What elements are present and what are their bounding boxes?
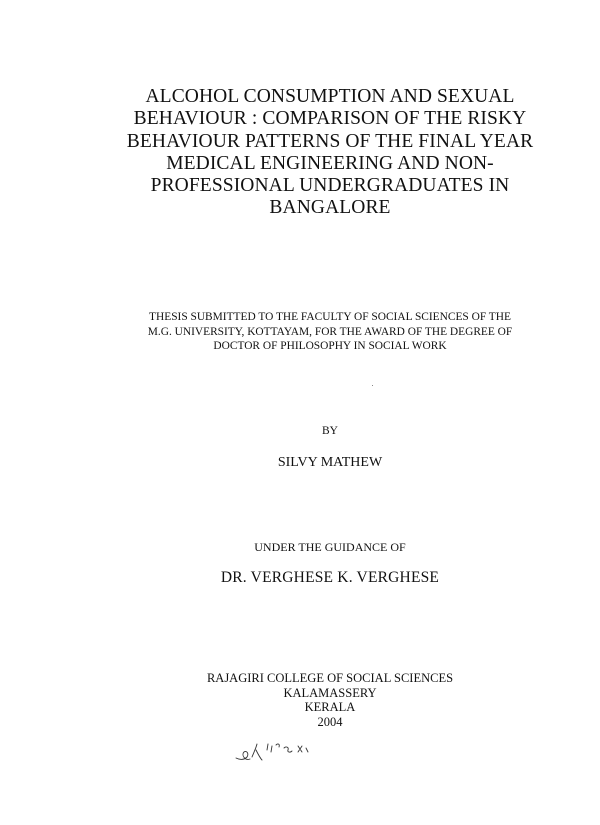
institution-line: 2004	[317, 714, 343, 729]
submission-statement	[90, 310, 570, 354]
title-line: BEHAVIOUR PATTERNS OF THE FINAL YEAR	[126, 130, 534, 152]
submission-line: THESIS SUBMITTED TO THE FACULTY OF SOCIAL SCIENCES OF THE	[149, 311, 511, 323]
submission-line: M.G. UNIVERSITY, KOTTAYAM, FOR THE AWARD OF THE DEGREE OF	[147, 325, 513, 338]
guidance-label: UNDER THE GUIDANCE OF	[254, 540, 406, 554]
handwritten-signature	[232, 738, 322, 766]
scan-speck	[372, 385, 373, 386]
institution-line: RAJAGIRI COLLEGE OF SOCIAL SCIENCES	[206, 671, 454, 685]
institution-block	[90, 671, 570, 729]
title-line: BEHAVIOUR : COMPARISON OF THE RISKY	[133, 108, 527, 130]
title-line: BANGALORE	[269, 197, 391, 219]
institution-line: KERALA	[304, 700, 356, 714]
by-label: BY	[322, 425, 338, 437]
title-line: PROFESSIONAL UNDERGRADUATES IN	[150, 175, 510, 197]
title-line: MEDICAL ENGINEERING AND NON-	[166, 152, 494, 174]
institution-line: KALAMASSERY	[283, 685, 377, 700]
submission-line: DOCTOR OF PHILOSOPHY IN SOCIAL WORK	[213, 340, 447, 352]
thesis-title	[90, 86, 570, 220]
guide-name: DR. VERGHESE K. VERGHESE	[220, 569, 440, 586]
author-name: SILVY MATHEW	[277, 455, 383, 470]
title-line: ALCOHOL CONSUMPTION AND SEXUAL	[145, 86, 515, 107]
